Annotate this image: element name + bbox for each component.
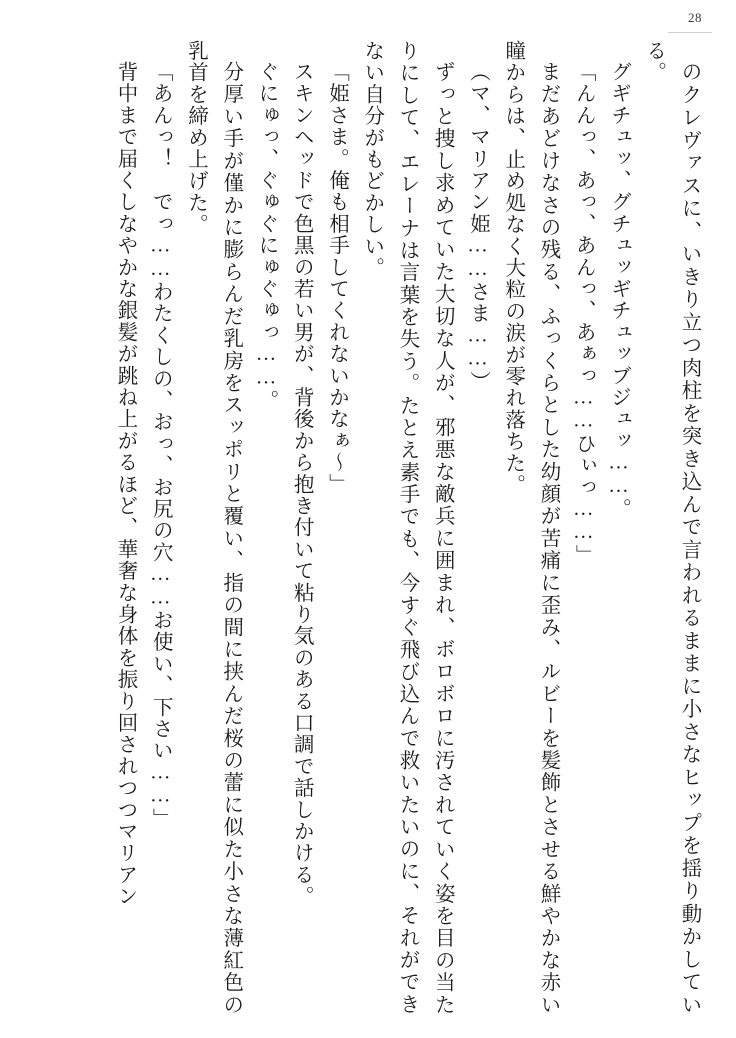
paragraph: グギチュッ、グチュッギチュッブジュッ……。: [607, 60, 630, 520]
page-number: 28: [688, 10, 702, 25]
paragraph: 「あんっ！ でっ……わたくしの、おっ、お尻の穴……お使い、下さい……」: [149, 60, 172, 830]
paragraph: のクレヴァスに、いきり立つ肉柱を突き込んで言われるままに小さなヒップを揺り動かしている。: [642, 40, 700, 1015]
page-number-rule: [668, 32, 712, 33]
paragraph: スキンヘッドで色黒の若い男が、背後から抱き付いて粘り気のある口調で話しかける。: [290, 60, 313, 907]
paragraph: 「姫さま。俺も相手してくれないかなぁ～」: [325, 60, 348, 495]
paragraph: 背中まで届くしなやかな銀髪が跳ね上がるほど、華奢な身体を振り回されつつマリアン: [114, 60, 136, 907]
paragraph: 分厚い手が僅かに膨らんだ乳房をスッポリと覆い、指の間に挟んだ桜の蕾に似た小さな薄紅色の乳首を締め上げた。: [184, 40, 242, 1015]
paragraph: ずっと捜し求めていた大切な人が、邪悪な敵兵に囲まれ、ボロボロに汚されていく姿を目の当たりにして、エレーナは言葉を失う。たとえ素手でも、今すぐ飛び込んで救いたいのに、それができない自分がもどかしい。: [360, 40, 454, 1015]
paragraph: 「んんっ、あっ、あんっ、あぁっ……ひぃっ……」: [572, 60, 595, 566]
paragraph: まだあどけなさの残る、ふっくらとした幼顔が苦痛に歪み、ルビーを髪飾とさせる鮮やかな赤い瞳からは、止め処なく大粒の涙が零れ落ちた。: [501, 40, 559, 1015]
paragraph: （マ、マリアン姫……さま……）: [466, 60, 489, 392]
vertical-text-body: [34, 40, 706, 1015]
paragraph: ぐにゅっ、ぐゅぐにゅぐゅっ……。: [255, 60, 277, 411]
